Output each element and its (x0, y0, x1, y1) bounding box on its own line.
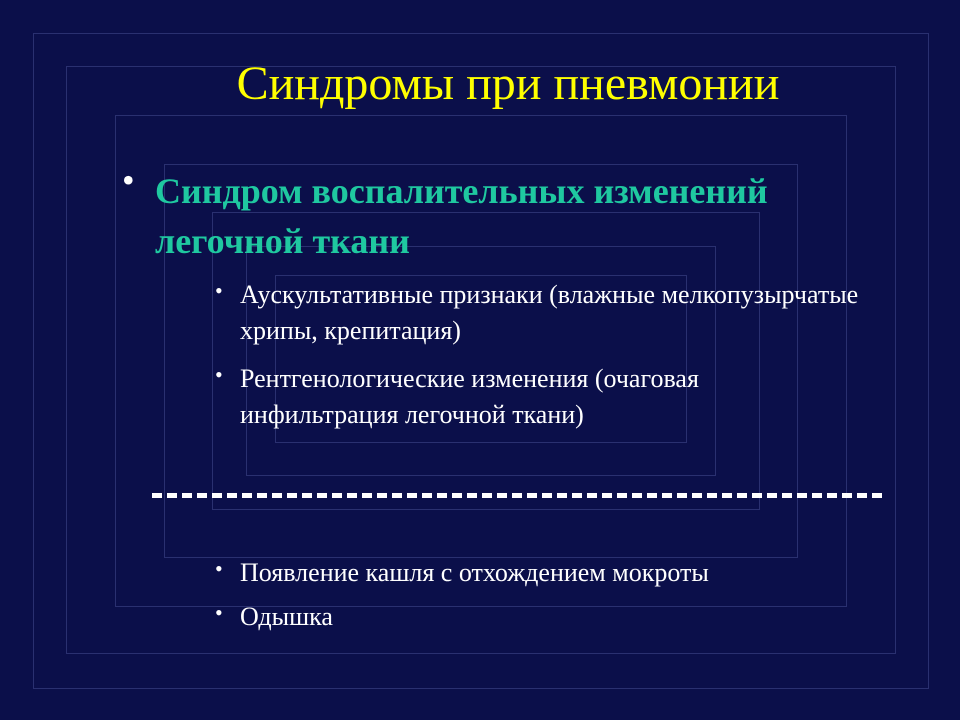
sub-item-cough: Появление кашля с отхождением мокроты (240, 558, 709, 587)
slide-title: Синдромы при пневмонии (236, 57, 780, 110)
sub-bullet-marker: • (215, 362, 223, 387)
sub-bullet-marker: • (215, 278, 223, 303)
sub-item-dyspnea: Одышка (240, 602, 333, 631)
sub-item-xray: Рентгенологические изменения (очаговая инфильтрация легочной ткани) (240, 364, 699, 429)
main-bullet-heading: Синдром воспалительных изменений легочной ткани (155, 171, 768, 261)
sub-item-auscultation: Аускультативные признаки (влажные мелкопузырчатые хрипы, крепитация) (240, 280, 859, 345)
dashed-divider (152, 493, 882, 498)
sub-bullet-marker: • (215, 556, 223, 581)
sub-bullet-marker: • (215, 600, 223, 625)
main-bullet-marker: • (122, 160, 135, 200)
